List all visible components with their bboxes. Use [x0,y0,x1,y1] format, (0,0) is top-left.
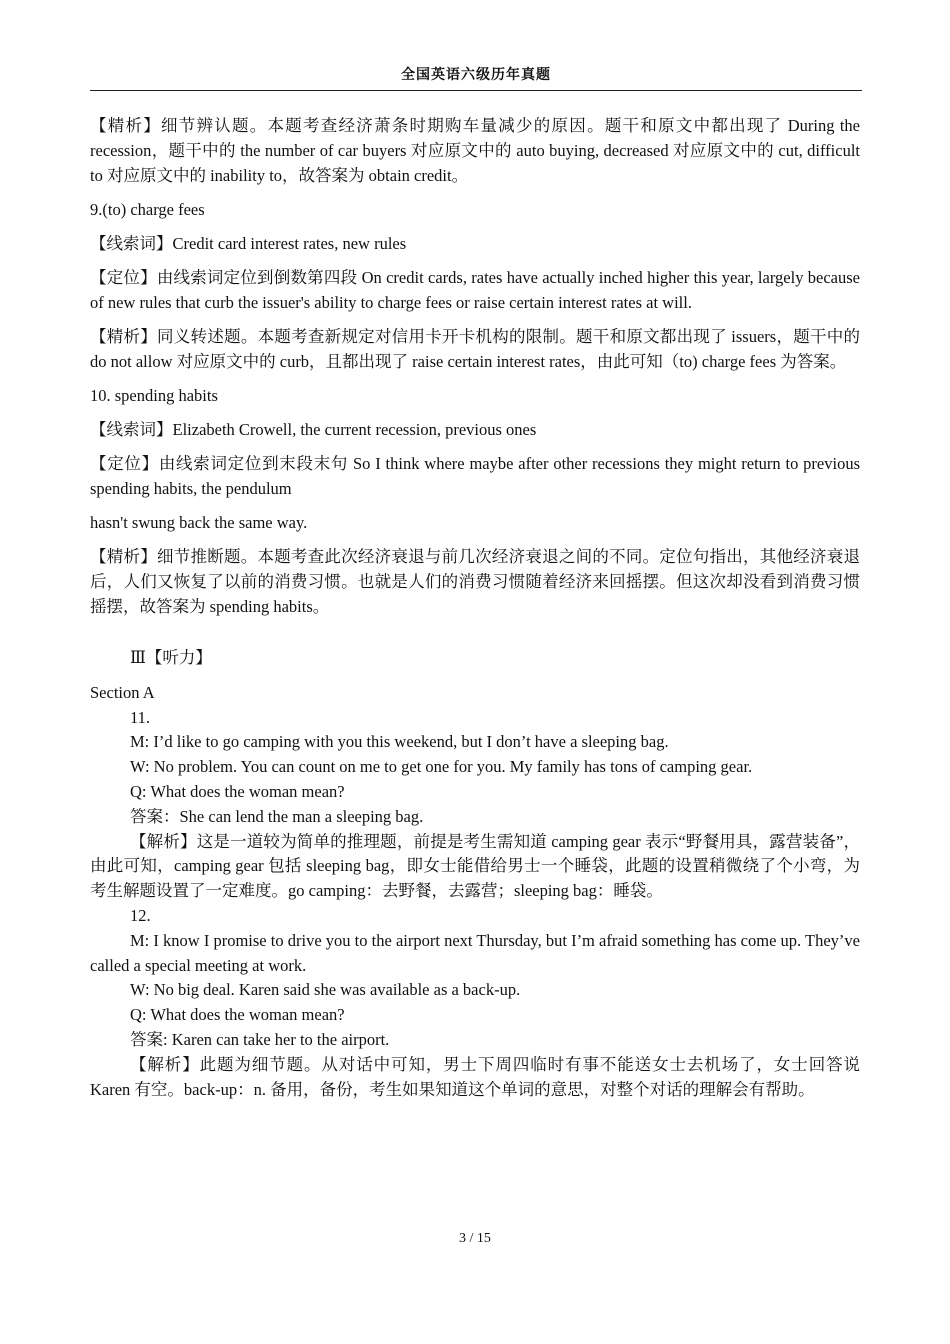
question-11-woman-line: W: No problem. You can count on me to get one for you. My family has tons of camping gear. [130,757,753,777]
question-9-answer: 9.(to) charge fees [90,200,205,219]
question-10-analysis: 【精析】细节推断题。本题考查此次经济衰退与前几次经济衰退之间的不同。定位句指出，其他经济衰退后，人们又恢复了以前的消费习惯。也就是人们的消费习惯随着经济来回摇摆。但这次却没看到消费习惯摇摆，故答案为 spending habits。 [90,547,860,616]
page-content [90,113,860,1102]
listening-section [90,646,860,1102]
question-12-answer: 答案: Karen can take her to the airport. [130,1029,390,1049]
listening-heading: Ⅲ【听力】 [130,648,212,667]
question-10-location-continued: hasn't swung back the same way. [90,513,308,532]
question-10-clue-words: 【线索词】Elizabeth Crowell, the current recession, previous ones [90,420,537,439]
question-9-clue-words: 【线索词】Credit card interest rates, new rules [90,234,407,253]
question-11-question: Q: What does the woman mean? [130,781,345,801]
question-11-number: 11. [130,707,151,727]
paragraph-analysis-8: 【精析】细节辨认题。本题考查经济萧条时期购车量减少的原因。题干和原文中都出现了 During the recession，题干中的 the number of car buyers 对应原文中的 auto buying, decreased 对应原文中的 cut, difficult to 对应原文中的 inability to，故答案为 obtain credit。 [90,116,860,185]
question-12-number: 12. [130,905,151,925]
header-rule [90,90,862,91]
page-number: 3 / 15 [459,1231,491,1246]
spacer [90,628,860,646]
running-header: 全国英语六级历年真题 [401,67,551,83]
question-12-analysis: 【解析】此题为细节题。从对话中可知，男士下周四临时有事不能送女士去机场了，女士回答说 Karen 有空。back-up：n. 备用，备份，考生如果知道这个单词的意思，对整个对话的理解会有帮助。 [90,1054,860,1099]
question-11-man-line: M: I’d like to go camping with you this weekend, but I don’t have a sleeping bag. [130,732,669,752]
question-10-location: 【定位】由线索词定位到末段末句 So I think where maybe after other recessions they might return to previous spending habits, the pendulum [90,454,860,498]
question-11-analysis: 【解析】这是一道较为简单的推理题，前提是考生需知道 camping gear 表示“野餐用具，露营装备”，由此可知，camping gear 包括 sleeping bag，即女士能借给男士一个睡袋，此题的设置稍微绕了个小弯，为考生解题设置了一定难度。go camping：去野餐，去露营；sleeping bag：睡袋。 [90,831,860,901]
question-12-man-line: M: I know I promise to drive you to the airport next Thursday, but I’m afraid something has come up. They’ve called a special meeting at work. [90,930,860,975]
question-9-analysis: 【精析】同义转述题。本题考查新规定对信用卡开卡机构的限制。题干和原文都出现了 issuers，题干中的 do not allow 对应原文中的 curb，且都出现了 raise certain interest rates，由此可知（to) charge fees 为答案。 [90,327,860,371]
question-12-question: Q: What does the woman mean? [130,1005,345,1025]
question-12-woman-line: W: No big deal. Karen said she was available as a back-up. [130,980,521,1000]
question-10-answer: 10. spending habits [90,386,218,405]
section-label: Section A [90,682,155,702]
question-11-answer: 答案：She can lend the man a sleeping bag. [130,806,424,826]
question-9-location: 【定位】由线索词定位到倒数第四段 On credit cards, rates have actually inched higher this year, largely because of new rules that curb the issuer's ability to charge fees or raise certain interest rates at will. [90,268,860,312]
